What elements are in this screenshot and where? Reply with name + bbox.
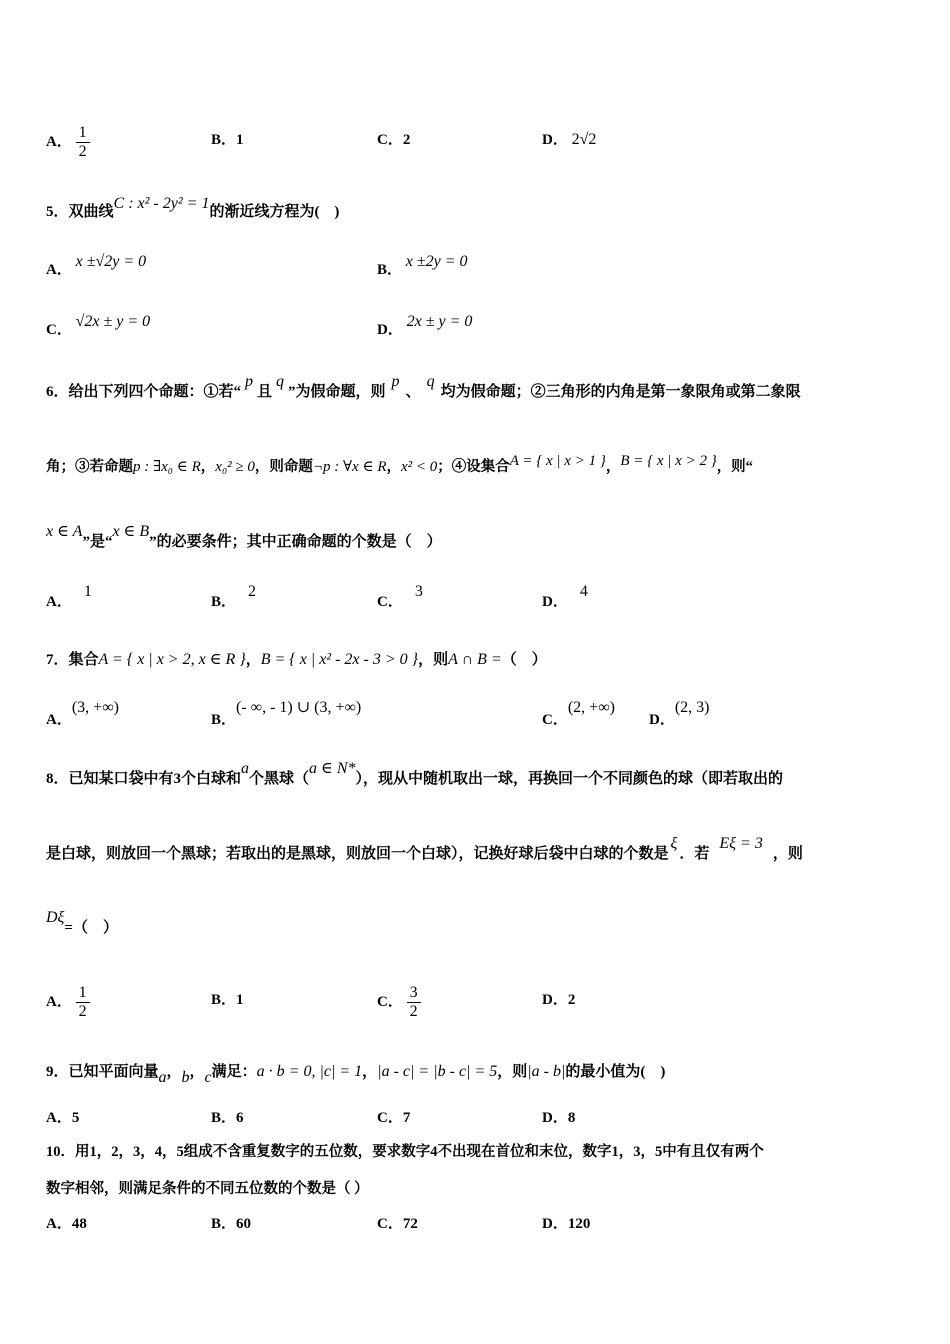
q7-option-b-label: B．: [211, 712, 237, 728]
q7-option-c-label: C．: [542, 712, 568, 728]
fraction-numerator: 3: [407, 984, 421, 1003]
text-run: 7．集合: [46, 652, 99, 668]
q9-option-c: [377, 1106, 410, 1127]
q5-option-d-label: D．: [377, 322, 403, 338]
text-run: ，则: [497, 1064, 528, 1080]
math-a: a: [241, 760, 250, 777]
q10-stem-line-2: 数字相邻，则满足条件的不同五位数的个数是（ ）: [46, 1181, 369, 1197]
q4-option-c: [377, 128, 410, 149]
q6-stem-line-3: [46, 523, 442, 551]
text-run: ”的必要条件；其中正确命题的个数是（ ）: [149, 534, 442, 550]
math-q: q: [276, 373, 285, 390]
q9-option-b: [211, 1106, 244, 1127]
text-run: ”为假命题，则: [288, 384, 386, 400]
q8-option-b: [211, 988, 244, 1009]
text-run: 均为假命题；②三角形的内角是第一象限角或第二象限: [440, 384, 801, 400]
q6-option-b: [211, 583, 257, 611]
q6-option-d-label: D．: [542, 594, 568, 610]
q10-option-b-label: B．: [211, 1216, 237, 1232]
text-run: （ ）: [501, 652, 547, 668]
text-run: ，: [605, 459, 621, 475]
math-expression: Eξ = 3: [719, 835, 763, 852]
q8-stem-line-1: [46, 760, 784, 788]
q9-option-c-value: 7: [402, 1110, 411, 1126]
q6-option-c-label: C．: [377, 594, 403, 610]
q9-stem: [46, 1060, 666, 1086]
q5-option-c-math: √2x ± y = 0: [75, 313, 151, 330]
q7-option-c-value: (2, +∞): [567, 699, 615, 716]
math-expression: A ∩ B =: [448, 651, 502, 668]
q8-option-b-value: 1: [236, 992, 244, 1008]
vector-a: a: [158, 1069, 167, 1086]
q6-option-a-value: 1: [83, 583, 92, 600]
q8-option-c-label: C．: [377, 994, 403, 1010]
q4-option-a: [46, 124, 90, 161]
text-run: 9．已知平面向量: [46, 1064, 159, 1080]
q8-stem-line-3: [46, 909, 118, 937]
q4-option-a-fraction: [76, 124, 90, 161]
math-expression: B = { x | x² - 2x - 3 > 0 }: [260, 651, 419, 668]
math-p: p: [391, 373, 400, 390]
fraction-numerator: 1: [76, 124, 90, 143]
q6-option-a-label: A．: [46, 594, 72, 610]
text-run: ，: [189, 1064, 205, 1080]
q4-option-d-value: 2√2: [571, 131, 597, 148]
q9-option-d-label: D．: [542, 1110, 568, 1126]
math-expression: x ∈ A: [46, 523, 83, 540]
text-run: 个黑球（: [249, 771, 310, 787]
math-expression: p : ∃x₀ ∈ R: [133, 459, 201, 475]
q5-option-b-label: B．: [377, 262, 403, 278]
q4-option-b-value: 1: [236, 132, 244, 148]
q10-option-b: [211, 1212, 251, 1233]
q9-option-a-label: A．: [46, 1110, 72, 1126]
q7-option-d-value: (2, 3): [674, 699, 710, 716]
text-run: 、: [405, 384, 421, 400]
q5-stem-suffix: 的渐近线方程为( ): [209, 204, 340, 220]
q9-option-c-label: C．: [377, 1110, 403, 1126]
text-run: 是白球，则放回一个黑球；若取出的是黑球，则放回一个白球），记换好球后袋中白球的个数是: [46, 846, 669, 862]
q7-option-a-value: (3, +∞): [71, 699, 119, 716]
q5-option-a: [46, 253, 147, 279]
text-run: ，则“: [716, 459, 753, 475]
text-run: 8．已知某口袋中有3个白球和: [46, 771, 242, 787]
math-p: p: [245, 373, 254, 390]
q10-option-a-value: 48: [71, 1216, 87, 1232]
fraction-denominator: 2: [78, 1003, 87, 1020]
q5-stem: [46, 195, 340, 221]
q6-option-d: [542, 583, 588, 611]
q8-option-b-label: B．: [211, 992, 237, 1008]
q10-option-c-value: 72: [402, 1216, 418, 1232]
text-run: =（ ）: [64, 920, 118, 936]
q6-option-d-value: 4: [579, 583, 588, 600]
q6-stem-line-1: [46, 373, 801, 401]
q10-option-a-label: A．: [46, 1216, 72, 1232]
text-run: ，则: [418, 652, 449, 668]
q6-option-c: [377, 583, 423, 611]
q5-option-b-math: x ±2y = 0: [405, 253, 468, 270]
q6-stem-line-2: [46, 455, 753, 476]
q5-option-c: [46, 313, 151, 339]
math-expression: x₀² ≥ 0: [215, 459, 255, 475]
q8-option-d-value: 2: [567, 992, 576, 1008]
text-run: 且: [257, 384, 273, 400]
text-run: ，: [200, 459, 216, 475]
q5-option-b: [377, 253, 468, 279]
text-run: ，: [386, 459, 401, 475]
q9-option-a: [46, 1106, 79, 1127]
q6-option-c-value: 3: [414, 583, 423, 600]
q7-option-c: [542, 699, 615, 729]
q5-option-a-math: x ±√2y = 0: [75, 253, 147, 270]
q6-option-b-label: B．: [211, 594, 237, 610]
math-q: q: [426, 373, 435, 390]
math-expression: B = { x | x > 2 }: [620, 453, 717, 469]
text-run: 的最小值为( ): [565, 1064, 666, 1080]
text-run: ，则: [772, 846, 803, 862]
q5-stem-math: C : x² - 2y² = 1: [113, 195, 210, 212]
q10-option-c: [377, 1212, 418, 1233]
q9-option-b-label: B．: [211, 1110, 237, 1126]
text-run: ；④设集合: [437, 459, 510, 475]
text-run: ，: [362, 1064, 378, 1080]
q4-option-c-label: C．: [377, 132, 403, 148]
q5-option-a-label: A．: [46, 262, 72, 278]
vector-b: b: [181, 1069, 190, 1086]
text-run: ，则命题: [254, 459, 313, 475]
q10-option-c-label: C．: [377, 1216, 403, 1232]
text-run: ），现从中随机取出一球，再换回一个不同颜色的球（即若取出的: [355, 771, 784, 787]
math-expression: |a - c| = |b - c| = 5: [377, 1063, 498, 1080]
math-expression: a · b = 0, |c| = 1: [256, 1063, 363, 1080]
math-expression: Dξ: [46, 909, 65, 926]
q8-option-d-label: D．: [542, 992, 568, 1008]
vector-c: c: [204, 1069, 212, 1086]
q5-option-d: [377, 313, 473, 339]
q4-option-b: [211, 128, 244, 149]
q8-stem-line-2: [46, 835, 803, 863]
q10-option-d-label: D．: [542, 1216, 568, 1232]
q9-option-b-value: 6: [236, 1110, 244, 1126]
q8-option-c-fraction: [407, 984, 421, 1021]
math-expression: x ∈ B: [112, 523, 150, 540]
text-run: ，: [166, 1064, 182, 1080]
q10-option-a: [46, 1212, 87, 1233]
q7-stem: [46, 648, 547, 669]
q8-option-d: [542, 988, 575, 1009]
q9-option-d-value: 8: [567, 1110, 576, 1126]
q8-option-a-label: A．: [46, 994, 72, 1010]
q9-option-d: [542, 1106, 575, 1127]
q7-option-b-value: (- ∞, - 1) ∪ (3, +∞): [236, 699, 362, 716]
q6-option-a: [46, 583, 92, 611]
q10-option-d-value: 120: [567, 1216, 591, 1232]
text-run: ．若: [679, 846, 710, 862]
q5-option-d-math: 2x ± y = 0: [406, 313, 473, 330]
math-expression: ¬p : ∀x ∈ R: [312, 459, 387, 475]
q4-option-b-label: B．: [211, 132, 237, 148]
q7-option-a-label: A．: [46, 712, 72, 728]
fraction-denominator: 2: [78, 143, 87, 160]
text-run: ，: [245, 652, 261, 668]
q4-option-a-label: A．: [46, 134, 72, 150]
q7-option-a: [46, 699, 119, 729]
q8-option-a-fraction: [76, 984, 90, 1021]
q8-option-c: [377, 984, 421, 1021]
q7-option-b: [211, 699, 362, 729]
fraction-denominator: 2: [409, 1003, 418, 1020]
math-xi: ξ: [670, 835, 678, 852]
q5-stem-prefix: 5．双曲线: [46, 204, 114, 220]
text-run: 满足：: [211, 1064, 257, 1080]
text-run: ”是“: [82, 534, 113, 550]
q9-option-a-value: 5: [71, 1110, 80, 1126]
math-expression: |a - b|: [527, 1063, 566, 1080]
math-expression: a ∈ N*: [309, 760, 356, 777]
math-expression: x² < 0: [400, 459, 438, 475]
q4-option-c-value: 2: [402, 132, 411, 148]
fraction-numerator: 1: [76, 984, 90, 1003]
q7-option-d: [649, 699, 710, 729]
q8-option-a: [46, 984, 90, 1021]
math-expression: A = { x | x > 1 }: [509, 453, 606, 469]
q10-option-d: [542, 1212, 590, 1233]
q7-option-d-label: D．: [649, 712, 675, 728]
q10-stem-line-1: 10．用1，2，3，4，5组成不含重复数字的五位数，要求数字4不出现在首位和末位，数字1，3，5中有且仅有两个: [46, 1144, 764, 1160]
q4-option-d: [542, 128, 596, 149]
math-expression: A = { x | x > 2, x ∈ R }: [98, 651, 246, 668]
q10-option-b-value: 60: [236, 1216, 252, 1232]
q5-option-c-label: C．: [46, 322, 72, 338]
q4-option-d-label: D．: [542, 132, 568, 148]
q6-option-b-value: 2: [248, 583, 257, 600]
text-run: 6．给出下列四个命题：①若“: [46, 384, 242, 400]
text-run: 角；③若命题: [46, 459, 133, 475]
